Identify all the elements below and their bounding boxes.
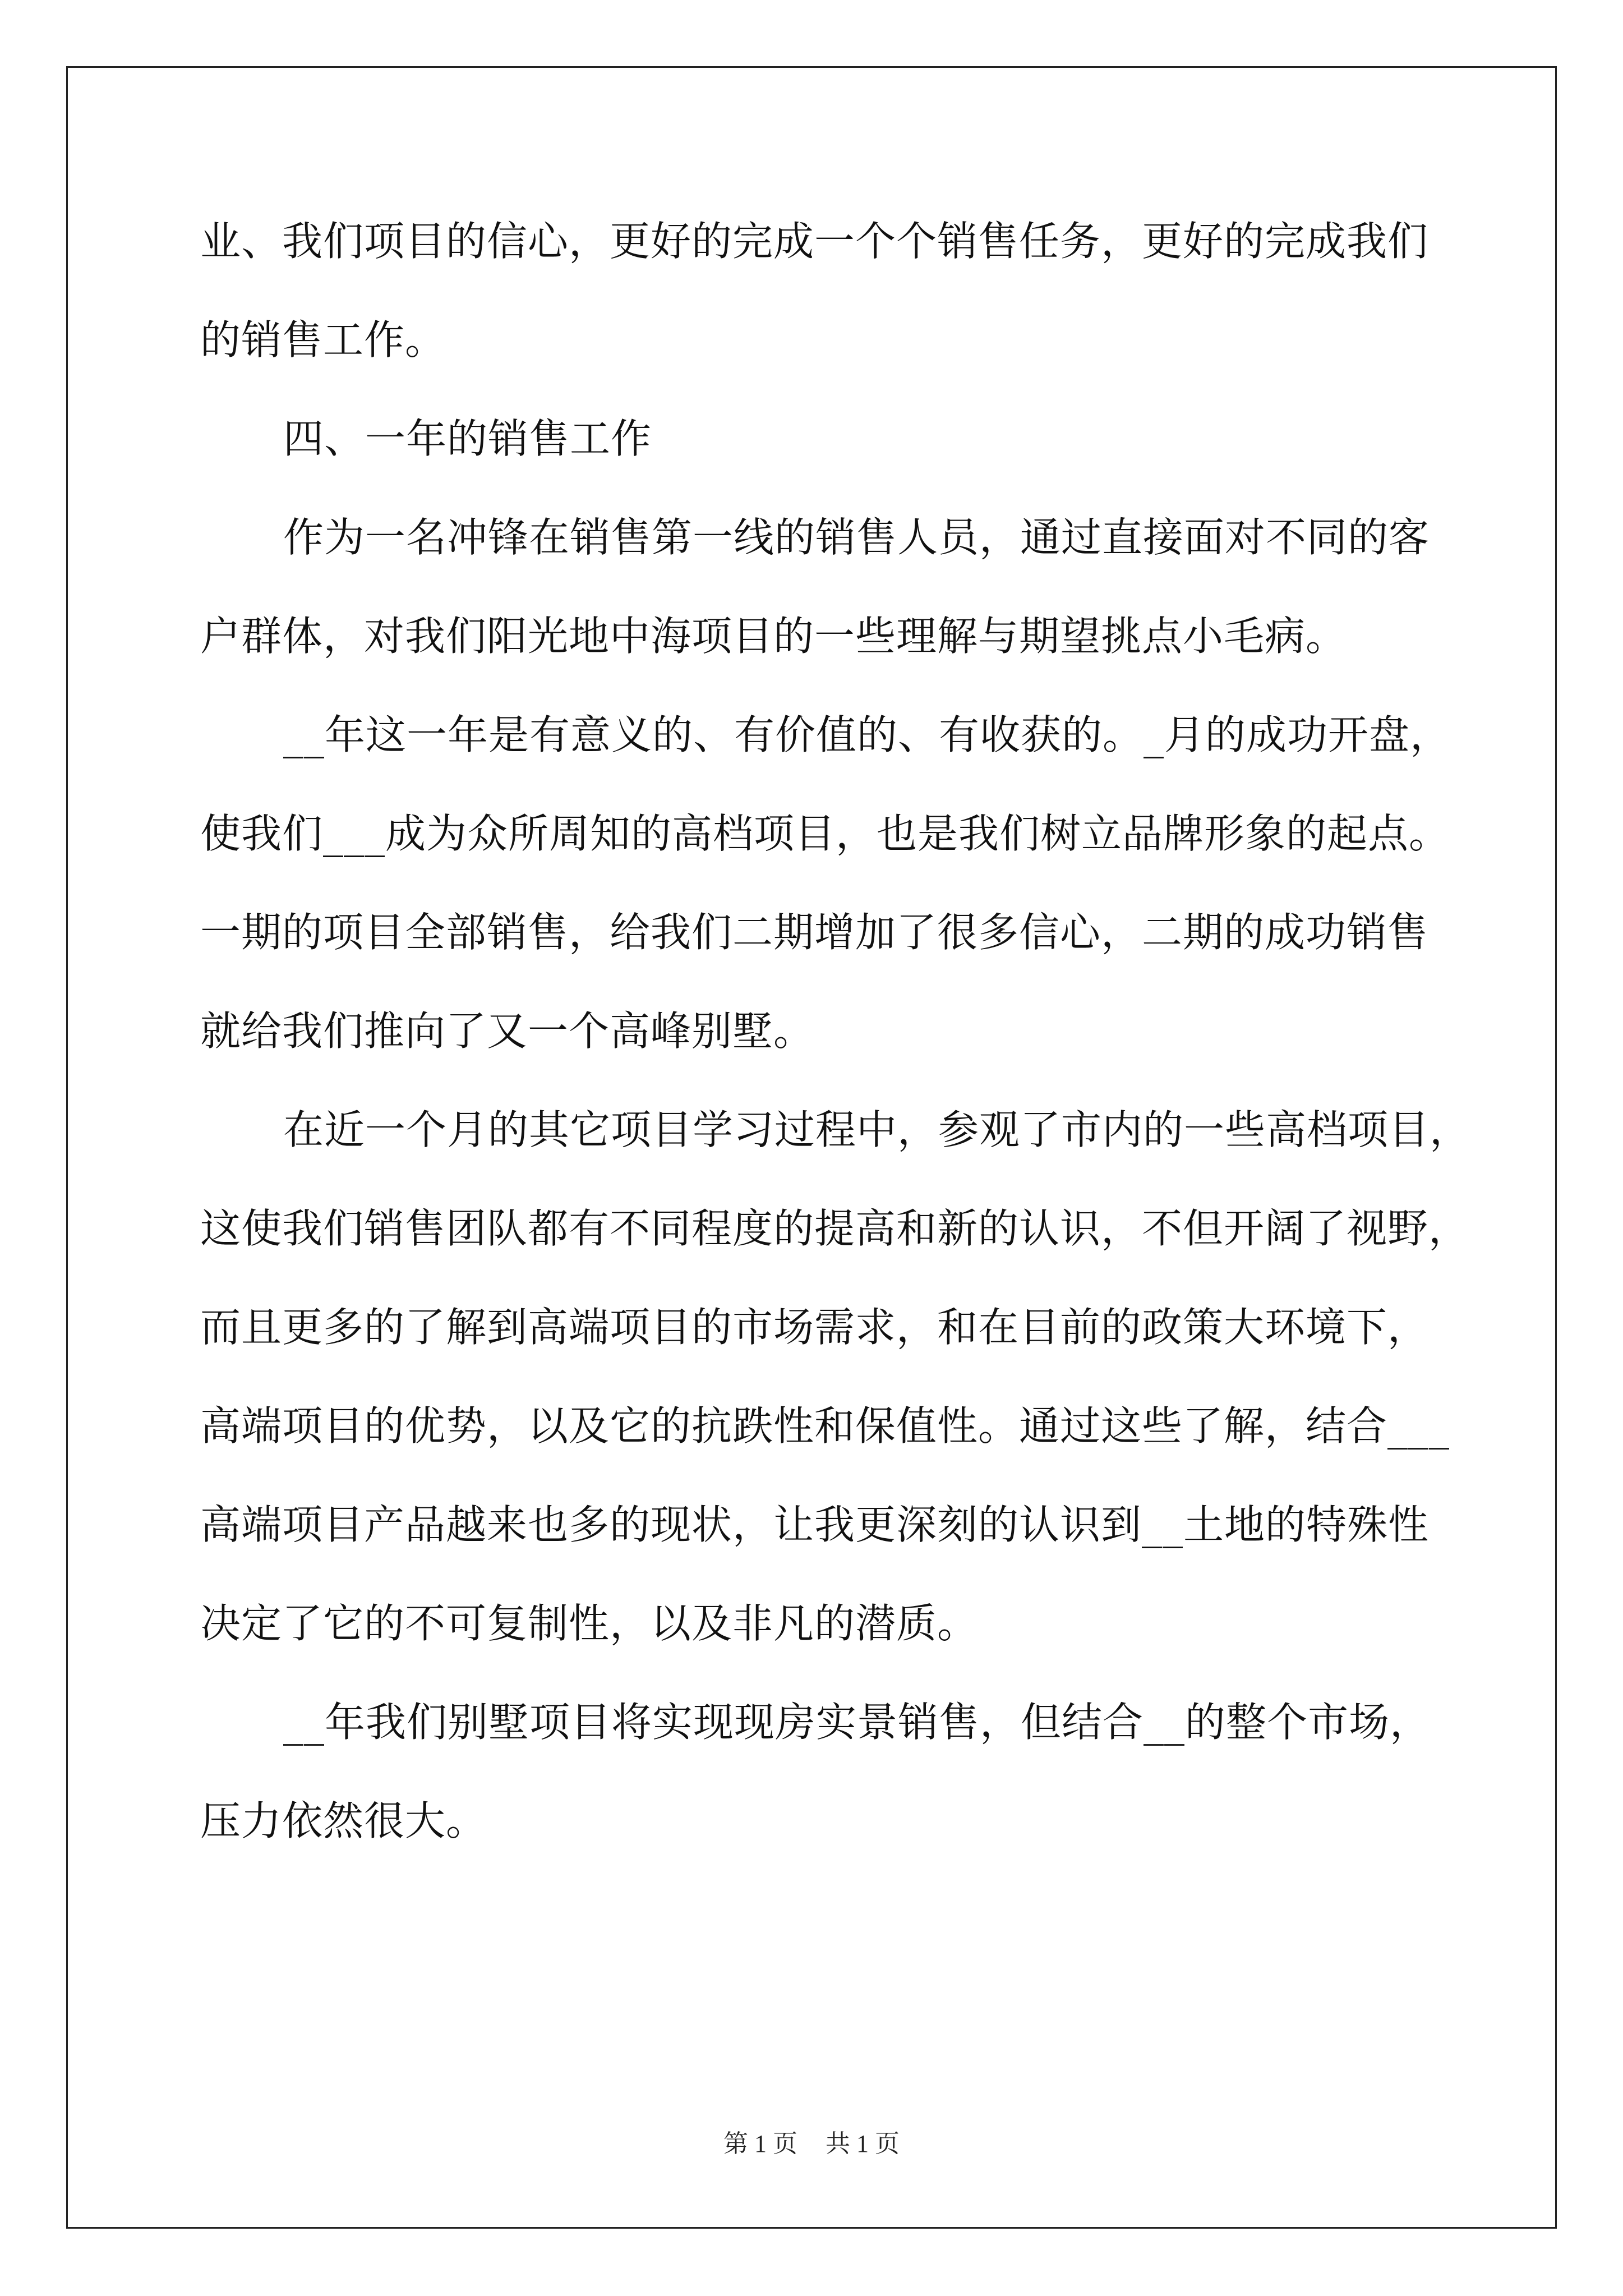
text-line: 使我们___成为众所周知的高档项目，也是我们树立品牌形象的起点。 [200, 810, 1450, 857]
text-line: __年这一年是有意义的、有价值的、有收获的。_月的成功开盘， [283, 711, 1451, 758]
page-total: 共 1 页 [826, 2130, 900, 2157]
text-line: 高端项目的优势，以及它的抗跌性和保值性。通过这些了解，结合___ [200, 1402, 1450, 1450]
text-line: 这使我们销售团队都有不同程度的提高和新的认识，不但开阔了视野， [200, 1205, 1470, 1252]
text-line: 就给我们推向了又一个高峰别墅。 [200, 1007, 815, 1055]
text-line: 一期的项目全部销售，给我们二期增加了很多信心，二期的成功销售 [200, 909, 1429, 956]
text-line: 在近一个月的其它项目学习过程中，参观了市内的一些高档项目， [283, 1106, 1471, 1153]
text-line: 决定了它的不可复制性，以及非凡的潜质。 [200, 1600, 979, 1647]
text-line: 业、我们项目的信心，更好的完成一个个销售任务，更好的完成我们 [200, 218, 1429, 265]
text-line: 作为一名冲锋在销售第一线的销售人员，通过直接面对不同的客 [283, 514, 1430, 561]
section-heading: 四、一年的销售工作 [283, 415, 652, 462]
text-line: 户群体，对我们阳光地中海项目的一些理解与期望挑点小毛病。 [200, 613, 1347, 660]
page-number: 第 1 页 [723, 2130, 797, 2157]
page-footer [0, 2127, 1623, 2161]
text-line: 的销售工作。 [200, 316, 446, 364]
text-line: __年我们别墅项目将实现现房实景销售，但结合__的整个市场， [283, 1699, 1431, 1746]
text-line: 高端项目产品越来也多的现状，让我更深刻的认识到__土地的特殊性 [200, 1501, 1430, 1548]
text-line: 压力依然很大。 [200, 1797, 487, 1844]
text-line: 而且更多的了解到高端项目的市场需求，和在目前的政策大环境下， [200, 1304, 1429, 1351]
